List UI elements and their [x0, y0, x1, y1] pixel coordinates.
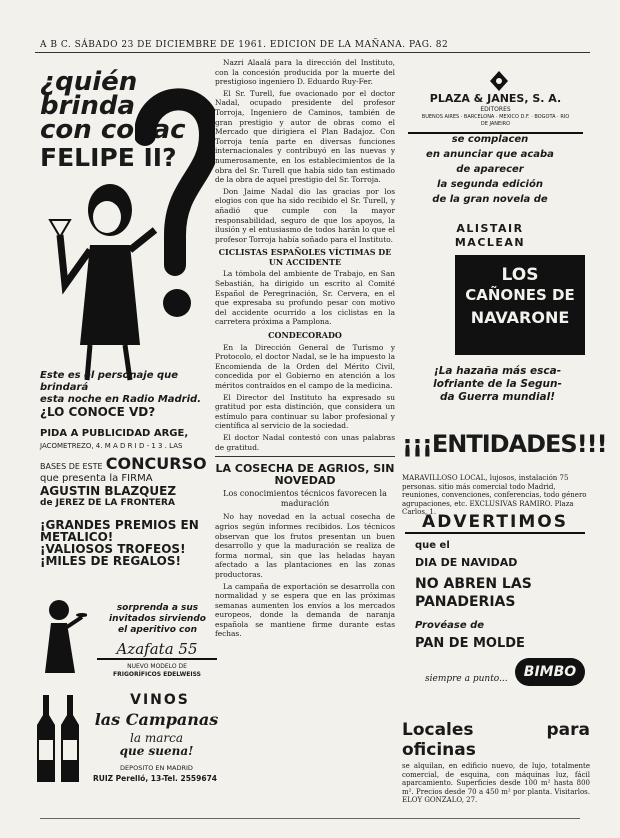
article-paragraph: El doctor Nadal contestó con unas palabras de gratitud.	[215, 432, 395, 452]
article-paragraph: El Director del Instituto ha expresado su gratitud por esta distinción, que considera un estímulo para continuar su labor profesional y científica al servicio de la sociedad.	[215, 392, 395, 431]
hazana-line-1: ¡La hazaña más esca-	[433, 365, 562, 377]
premio-line-3: ¡MILES DE REGALOS!	[40, 554, 181, 568]
azafata-subtext	[97, 663, 217, 679]
advertimos-title: ADVERTIMOS	[405, 512, 585, 534]
publicidad-line: PIDA A PUBLICIDAD ARGE,	[40, 428, 189, 439]
book-line-2: CAÑONES DE	[465, 286, 575, 304]
publication-announcement	[410, 132, 570, 207]
adv-line-5: Provéase de	[415, 620, 485, 631]
pub-line-3: de aparecer	[456, 164, 524, 175]
publicidad-address: JACOMETREZO, 4. M A D R I D - 1 3 . LAS	[40, 442, 183, 450]
article-paragraph: Nazri Alaalá para la dirección del Instituto, con la concesión producida por la muerte del prestigioso ingeniero D. Eduardo Ruy-Fer.	[215, 58, 395, 87]
heading-ciclistas: CICLISTAS ESPAÑOLES VÍCTIMAS DE UN ACCIDENTE	[218, 247, 392, 267]
siempre-line: siempre a punto...	[425, 674, 508, 684]
article-paragraph: La campaña de exportación se desarrolla con normalidad y se espera que en las próximas semanas aumenten los envíos a los mercados europeos, donde la demanda de naranja española se mantiene firme durante estas fechas.	[215, 581, 395, 639]
pub-line-2: en anunciar que acaba	[426, 149, 554, 160]
locales-ad	[402, 720, 590, 805]
hazana-line-2: lofriante de la Segun-	[433, 378, 562, 390]
locales-text: se alquilan, en edificio nuevo, de lujo, totalmente comercial, de esquina, con máquinas luz, fácil aparcamiento. Superficies desde 100 m² hasta 800 m². Precios desde 70 a 450 m² por planta. Visitarlos. ELOY GONZALO, 27.	[402, 762, 590, 805]
heading-cosecha: LA COSECHA DE AGRIOS, SIN NOVEDAD	[215, 462, 395, 488]
book-line-1: LOS	[501, 265, 539, 285]
title-line-3: con coñac	[40, 115, 186, 145]
title-line-1: ¿quién	[40, 67, 138, 97]
book-line-3: NAVARONE	[470, 308, 570, 327]
vinos-title: VINOS	[130, 692, 190, 708]
apero-line-1: sorprenda a sus	[116, 603, 199, 613]
vinos-brand: las Campanas	[94, 710, 219, 729]
azafata-sub-2: FRIGORÍFICOS EDELWEISS	[113, 671, 201, 678]
jerez-line: de JEREZ DE LA FRONTERA	[40, 498, 175, 508]
title-line-2: brinda	[40, 91, 136, 121]
author-first: ALISTAIR	[456, 222, 524, 235]
radio-line-1: Este es el personaje que brindará	[40, 370, 179, 393]
title-line-4: FELIPE II?	[40, 143, 177, 172]
article-paragraph: La tómbola del ambiente de Trabajo, en San Sebastián, ha dirigido un escrito al Comité Español de Peregrinación, Sr. Cervera, en el que expresaba su profundo pesar con motivo del accidente ocurrido a los ciclistas en la carretera próxima a Pamplona.	[215, 269, 395, 327]
radio-line-3: ¿LO CONOCE VD?	[40, 405, 156, 419]
radio-line-2: esta noche en Radio Madrid.	[40, 394, 201, 405]
author-name	[410, 222, 570, 250]
article-paragraph: No hay novedad en la actual cosecha de agrios según informes recibidos. Los técnicos observan que los frutos presentan un buen desarrollo y que la maduración se realiza de forma normal, sin que las heladas hayan afectado a las plantaciones en las zonas productoras.	[215, 512, 395, 579]
agustin-line: AGUSTIN BLAZQUEZ	[40, 484, 177, 498]
article-paragraph: En la Dirección General de Turismo y Protocolo, el doctor Nadal, se le ha impuesto la Encomienda de la Orden del Mérito Civil, concedida por el Gobierno en atención a los méritos contraídos en el campo de la medicina.	[215, 342, 395, 390]
concurso-label: CONCURSO	[105, 454, 207, 473]
subheading-cosecha: Los conocimientos técnicos favorecen la maduración	[223, 489, 387, 508]
deposito-address: RUIZ Perelló, 13-Tel. 2559674	[92, 774, 218, 783]
header-rule	[35, 52, 590, 53]
heading-condecorado: CONDECORADO	[268, 330, 342, 341]
book-title-box	[455, 255, 585, 355]
firma-line: que presenta la FIRMA	[40, 473, 153, 484]
entidades-text: MARAVILLOSO LOCAL, lujosos, instalación 75 personas. sitio más comercial todo Madrid, reuniones, convenciones, conferencias, todo género agrupaciones, etc. EXCLUSIVAS RAMIRO. Plaza Carlos, 1.	[402, 474, 587, 516]
concurso-line	[40, 454, 220, 473]
vinos-tagline	[93, 732, 220, 758]
adv-line-3: NO ABREN LAS	[415, 576, 532, 592]
article-paragraph: El Sr. Turell, fue ovacionado por el doctor Nadal, ocupado presidente del profesor Torroja, Ingeniero de Caminos, también de gran prestigio y autor de obras como el Mercado que dirigiera el Plan Badajoz. Con Torroja tenía parte en diversas funciones internacionales y contribuyó en las nuevas y numerosamente, en los establecimientos de la obra del Sr. Turell que había sido tan estimado de la obra de aquel prestigio del Sr. Torroja.	[215, 88, 395, 185]
author-last: MACLEAN	[454, 236, 526, 249]
toasting-woman-illustration	[45, 175, 175, 385]
bases-label: BASES DE ESTE	[40, 462, 103, 471]
bottom-rule	[40, 818, 580, 819]
vinos-tag-2: que suena!	[119, 744, 194, 758]
locales-title: Locales para oficinas	[402, 720, 590, 760]
woman-with-tray-illustration	[37, 595, 87, 685]
apero-line-3: el aperitivo con	[118, 625, 197, 635]
azafata-brand: Azafata 55	[97, 640, 217, 660]
book-tagline	[405, 365, 590, 404]
wine-bottles-icon	[35, 690, 85, 785]
bimbo-logo	[515, 658, 585, 686]
felipe-ad-text	[40, 370, 220, 567]
plaza-title: PLAZA & JANES, S. A.	[429, 92, 562, 105]
pub-line-4: la segunda edición	[437, 179, 543, 190]
plaza-address: BUENOS AIRES · BARCELONA · MEXICO D.F. · BOGOTA · RIO DE JANEIRO	[421, 114, 570, 127]
adv-line-6: PAN DE MOLDE	[415, 636, 525, 651]
article-paragraph: Don Jaime Nadal dio las gracias por los elogios con que ha sido recibido el Sr. Turell, y añadió que cumple con la mayor responsabilidad, seguro de que los apoyos, la ilusión y el entusiasmo de todos harán lo que el profesor Torroja había soñado para el Instituto.	[215, 186, 395, 244]
adv-line-4: PANADERIAS	[415, 594, 516, 610]
apero-text	[95, 603, 220, 636]
adv-line-1: que el	[415, 540, 450, 551]
advertimos-ad	[405, 510, 585, 710]
azafata-ad	[35, 595, 220, 685]
page-header: A B C. SÁBADO 23 DE DICIEMBRE DE 1961. EDICION DE LA MAÑANA. PAG. 82	[40, 40, 449, 50]
premio-line-2: ¡VALIOSOS TROFEOS!	[40, 542, 186, 556]
hazana-line-3: da Guerra mundial!	[439, 391, 556, 403]
middle-column-articles	[215, 58, 395, 838]
bimbo-label: BIMBO	[523, 664, 577, 680]
vinos-tag-1: la marca	[130, 731, 183, 745]
apero-line-2: invitados sirviendo	[109, 614, 206, 624]
vinos-ad	[35, 690, 220, 790]
plaza-subtitle: EDITORES	[480, 106, 511, 113]
pub-line-5: de la gran novela de	[432, 194, 548, 205]
deposito-label: DEPOSITO EN MADRID	[120, 764, 193, 772]
publisher-emblem-icon	[488, 70, 510, 92]
premio-line-1: ¡GRANDES PREMIOS EN METALICO!	[40, 518, 199, 544]
pub-line-1: se complacen	[451, 134, 529, 145]
adv-line-2: DIA DE NAVIDAD	[415, 556, 518, 569]
azafata-sub-1: NUEVO MODELO DE	[127, 663, 187, 670]
entidades-headline: ¡¡¡ENTIDADES!!!	[402, 430, 607, 458]
